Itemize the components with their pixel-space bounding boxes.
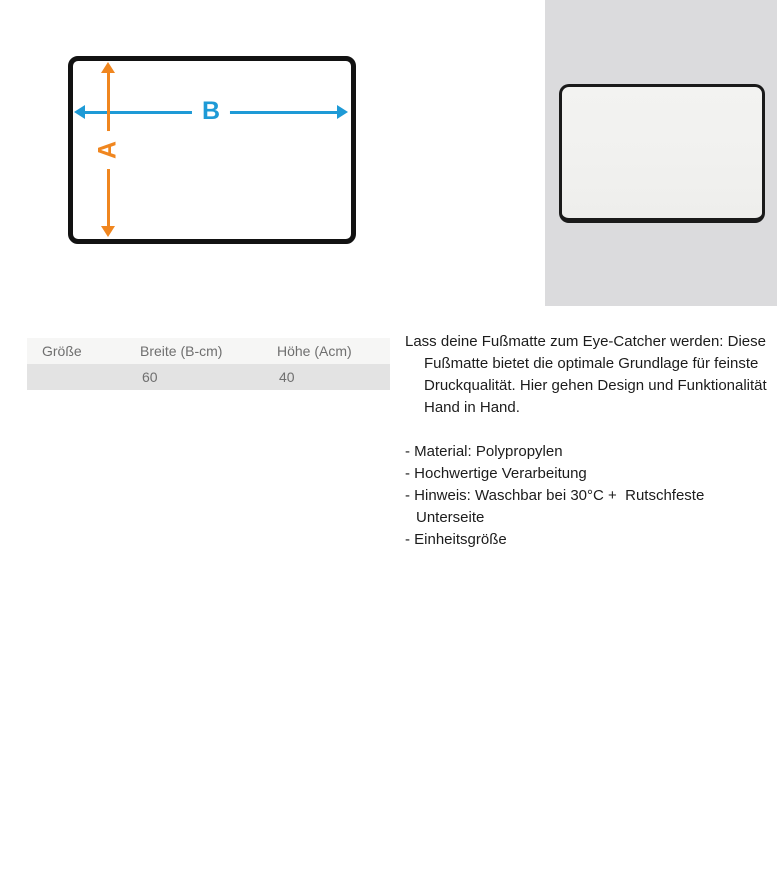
cell-hoehe: 40 [279, 369, 295, 385]
feature-item-verarbeitung: - Hochwertige Verarbeitung [405, 465, 587, 482]
feature-item-material: - Material: Polypropylen [405, 443, 563, 460]
column-header-groesse: Größe [42, 343, 82, 359]
column-header-breite: Breite (B-cm) [140, 343, 223, 359]
size-table [27, 338, 390, 390]
feature-item-einheitsgroesse: - Einheitsgröße [405, 531, 507, 548]
product-image-panel [545, 0, 777, 306]
size-table-header-row [27, 338, 390, 364]
width-label: B [192, 99, 230, 124]
cell-groesse [27, 364, 140, 390]
height-dimension-arrow [93, 62, 122, 237]
column-header-hoehe: Höhe (Acm) [277, 343, 352, 359]
feature-list [405, 441, 777, 551]
doormat-product-image[interactable] [559, 84, 765, 223]
description-line: Fußmatte bietet die optimale Grundlage für feinste [424, 355, 759, 372]
dimension-diagram [68, 56, 356, 244]
arrow-right-icon [337, 105, 348, 119]
size-table-row [27, 364, 390, 390]
arrow-down-icon [101, 226, 115, 237]
feature-item-hinweis: - Hinweis: Waschbar bei 30°C + Rutschfeste [405, 487, 705, 504]
height-label: A [96, 130, 121, 168]
description-line: Hand in Hand. [424, 399, 520, 416]
product-description [405, 331, 777, 551]
cell-breite: 60 [142, 369, 158, 385]
feature-item-hinweis-wrap: Unterseite [416, 509, 485, 526]
description-paragraph [405, 331, 777, 419]
description-line: Lass deine Fußmatte zum Eye-Catcher werden: Diese [405, 333, 766, 350]
description-line: Druckqualität. Hier gehen Design und Funktionalität [424, 377, 767, 394]
